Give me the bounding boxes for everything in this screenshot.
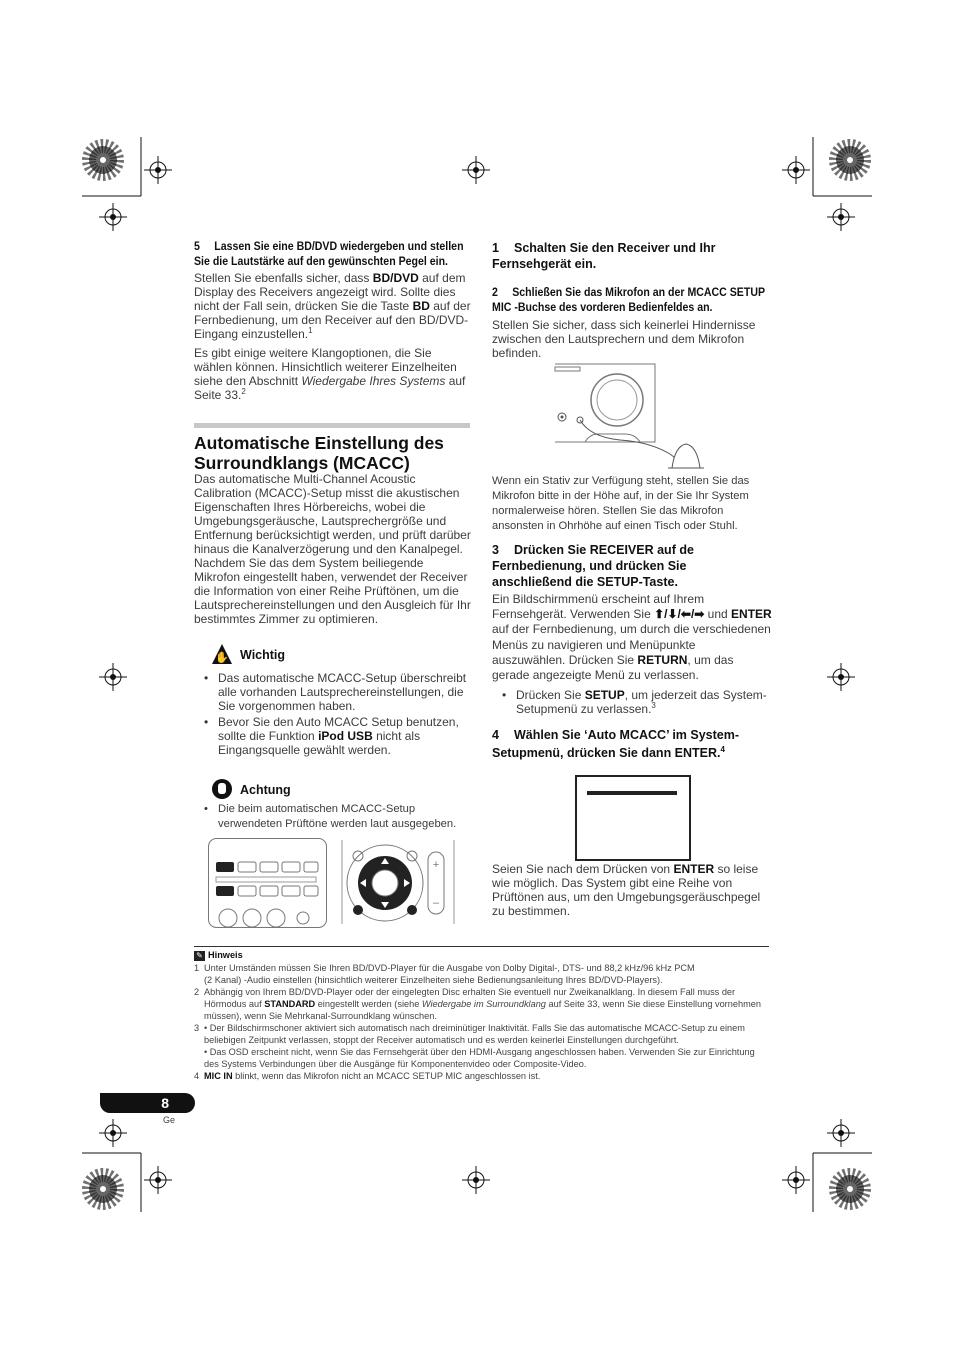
step-3-number: 3	[492, 543, 499, 557]
step-5-title: Lassen Sie eine BD/DVD wiedergeben und stellen Sie die Lautstärke auf den gewünschten Pegel ein.	[194, 241, 464, 268]
step-5-paragraph-1	[194, 271, 472, 341]
hinweis-label: Hinweis	[208, 950, 243, 960]
enter-key-label: ENTER	[731, 607, 772, 622]
section-rule	[194, 423, 470, 428]
achtung-bullet-1: • Die beim automatischen MCACC-Setup verwendeten Prüftöne werden laut ausgegeben.	[194, 802, 474, 832]
text: auf der Fernbedienung, um den Receiver auf den BD/DVD-Eingang einzustellen.	[194, 299, 471, 341]
text: (2 Kanal) -Audio einstellen (hinsichtlich weiterer Einzelheiten siehe Bedienungsanleitung Ihres BD/DVD-Players).	[204, 975, 663, 985]
text: blinkt, wenn das Mikrofon nicht an MCACC SETUP MIC angeschlossen ist.	[232, 1071, 541, 1081]
text: eingestellt werden (siehe	[315, 999, 422, 1009]
text: auf dem Display des Receivers angezeigt wird. Sollte dies nicht der Fall sein, drücken Sie die Taste	[194, 271, 466, 313]
text: so leise wie möglich. Das System gibt eine Reihe von Prüftönen aus, um den Umgebungsgeräuschpegel zu bestimmen.	[492, 862, 761, 918]
footnote-ref-1: 1	[308, 326, 313, 335]
text: Unter Umständen müssen Sie Ihren BD/DVD-Player für die Ausgabe von Dolby Digital-, DTS- und 88,2 kHz/96 kHz PCM	[204, 963, 695, 973]
wichtig-label: Wichtig	[240, 648, 286, 662]
step-3-paragraph	[492, 592, 772, 683]
wichtig-bullet-2	[194, 715, 474, 757]
wichtig-bullet-1: • Das automatische MCACC-Setup überschreibt alle vorhanden Lautsprechereinstellungen, die Sie vorgenommen haben.	[194, 671, 474, 713]
step-3-bullet	[492, 688, 772, 716]
footnote-number: 3	[194, 1023, 200, 1033]
step-1-heading	[492, 240, 772, 272]
section-reference: Wiedergabe im Surroundklang	[421, 999, 546, 1009]
svg-text:✋: ✋	[215, 652, 229, 664]
footnote-number: 4	[194, 1071, 200, 1081]
step-4-paragraph	[492, 862, 772, 918]
step-4-heading	[492, 726, 767, 762]
text: , um jederzeit das System-Setupmenü zu verlassen.	[516, 688, 767, 717]
footnote-1	[194, 962, 769, 986]
step-5-paragraph-2	[194, 346, 472, 402]
step-2-title-main: Schließen Sie das Mikrofon an der MCACC SETUP MIC	[492, 287, 765, 314]
achtung-label: Achtung	[240, 783, 291, 797]
step-2-caption-block	[492, 474, 770, 539]
mic-in-label: MIC IN	[204, 1071, 233, 1081]
step-2-caption: Wenn ein Stativ zur Verfügung steht, stellen Sie das Mikrofon bitte in der Höhe auf, in der Sie Ihr System normalerweise hören. Stellen Sie das Mikrofon ansonsten in Ohrhöhe auf einen Tisch oder Stuhl.	[492, 475, 750, 532]
step-2-paragraph: Stellen Sie sicher, dass sich keinerlei Hindernisse zwischen den Lautsprechern und dem Mikrofon befinden.	[492, 318, 756, 360]
step-5-heading	[194, 240, 470, 270]
footnote-ref-4: 4	[720, 745, 725, 755]
page-number-badge	[100, 1093, 195, 1113]
footnote-ref-3: 3	[651, 701, 656, 711]
bd-key-label: BD	[412, 299, 430, 313]
footnotes-rule	[194, 946, 769, 947]
footnote-ref-2: 2	[241, 387, 246, 396]
footnotes	[194, 949, 769, 1082]
stop-hand-icon	[211, 778, 233, 800]
step-2-number: 2	[492, 287, 498, 299]
text: Stellen Sie ebenfalls sicher, dass	[194, 271, 373, 285]
right-column-top	[492, 240, 772, 365]
step-1-number: 1	[492, 241, 499, 255]
section-title: Automatische Einstellung des Surroundklangs (MCACC)	[194, 433, 444, 473]
text: Seien Sie nach dem Drücken von	[492, 862, 674, 876]
return-key-label: RETURN	[637, 652, 688, 667]
section-body	[194, 472, 472, 631]
right-column-middle	[492, 542, 772, 764]
left-column	[194, 240, 472, 407]
step-2-heading	[492, 286, 768, 316]
step-5-number: 5	[194, 241, 200, 253]
footnote-number: 1	[194, 963, 200, 973]
receiver-microphone-illustration	[550, 362, 730, 472]
step-3-heading	[492, 542, 752, 590]
footnote-2	[194, 986, 769, 1022]
step-3-title: Drücken Sie RECEIVER auf de Fernbedienung, und drücken Sie anschließend die SETUP-Taste.	[492, 543, 694, 589]
text: Ein Bildschirmmenü erscheint auf Ihrem Fernsehgerät. Verwenden Sie	[492, 592, 705, 622]
enter-key-label: ENTER	[673, 862, 715, 876]
text: • Der Bildschirmschoner aktiviert sich automatisch nach dreiminütiger Inaktivität. Falls Sie das automatische MCACC-Setup zu einem beliebigen Zeitpunkt verlassen, stoppt der Receiver automatisch und es werden keinerlei Einstellungen durchgeführt.	[204, 1023, 745, 1045]
text: auf Seite 33, wenn Sie diese Einstellung vornehmen müssen), wenn Sie Mehrkanal-Surroundklang wünschen.	[204, 999, 761, 1021]
remote-control-illustration	[208, 838, 458, 928]
achtung-list	[194, 802, 474, 834]
text: Bevor Sie den Auto MCACC Setup benutzen, sollte die Funktion	[218, 715, 459, 743]
page-number: 8	[161, 1095, 169, 1111]
hinweis-heading	[194, 949, 769, 961]
footnote-3	[194, 1022, 769, 1070]
step-4-body	[492, 862, 772, 923]
setup-key-label: SETUP	[584, 688, 625, 703]
warning-icon	[211, 643, 233, 665]
step-4-number: 4	[492, 728, 499, 743]
language-code: Ge	[163, 1115, 176, 1125]
text: , um das gerade angezeigte Menü zu verlassen.	[492, 652, 734, 683]
step-4-title: Wählen Sie ‘Auto MCACC’ im System-Setupmenü, drücken Sie dann ENTER.	[492, 728, 740, 761]
standard-label: STANDARD	[264, 999, 316, 1009]
setup-menu-screen	[575, 775, 691, 861]
text: Drücken Sie	[516, 688, 585, 703]
text: • Das OSD erscheint nicht, wenn Sie das Fernsehgerät über den HDMI-Ausgang angeschlossen haben. Verwenden Sie zur Einrichtung des Systems Verbindungen über die Ausgänge für Komponentenvideo oder Composite-Video.	[204, 1047, 755, 1069]
step-2-title-rest: -Buchse des vorderen Bedienfeldes an.	[511, 302, 713, 314]
arrow-keys-icon: ⬆/⬇/⬅/➡	[654, 607, 705, 622]
footnote-number: 2	[194, 987, 200, 997]
section-intro: Das automatische Multi-Channel Acoustic Calibration (MCACC)-Setup misst die akustischen Eigenschaften Ihres Hörbereichs, wobei die Umgebungsgeräusche, Lautsprechergröße und Entfernung berücksichtigt werden, und prüft darüber hinaus die Kanalverzögerung und den Kanalpegel. Nachdem Sie das dem System beiliegende Mikrofon eingestellt haben, verwendet der Receiver die Information von einer Reihe Prüftönen, um die Lautsprechereinstellungen und den Ausgleich für Ihr bestimmtes Zimmer zu optimieren.	[194, 472, 471, 626]
text: Es gibt einige weitere Klangoptionen, die Sie wählen können. Hinsichtlich weiterer Einzelheiten siehe den Abschnitt	[194, 346, 457, 388]
text: auf Seite 33.	[194, 374, 466, 402]
text: nicht als Eingangsquelle gewählt werden.	[218, 729, 421, 757]
section-reference: Wiedergabe Ihres Systems	[301, 374, 446, 388]
wichtig-list	[194, 671, 474, 759]
ipod-usb-label: iPod USB	[318, 729, 373, 743]
menu-highlight-bar	[587, 791, 677, 795]
text: und	[704, 607, 732, 622]
note-icon: ✎	[194, 951, 205, 961]
footnote-4	[194, 1070, 769, 1082]
bd-dvd-label: BD/DVD	[372, 271, 419, 285]
text: Abhängig von Ihrem BD/DVD-Player oder der eingelegten Disc erhalten Sie eventuell nur Zweikanalklang. In diesem Fall muss der Hörmodus auf	[204, 987, 736, 1009]
svg-text:+: +	[432, 859, 440, 871]
step-1-title: Schalten Sie den Receiver und Ihr Fernsehgerät ein.	[492, 241, 716, 271]
text: auf der Fernbedienung, um durch die verschiedenen Menüs zu navigieren und Menüpunkte auszuwählen. Drücken Sie	[492, 622, 771, 667]
svg-text:–: –	[432, 897, 440, 909]
